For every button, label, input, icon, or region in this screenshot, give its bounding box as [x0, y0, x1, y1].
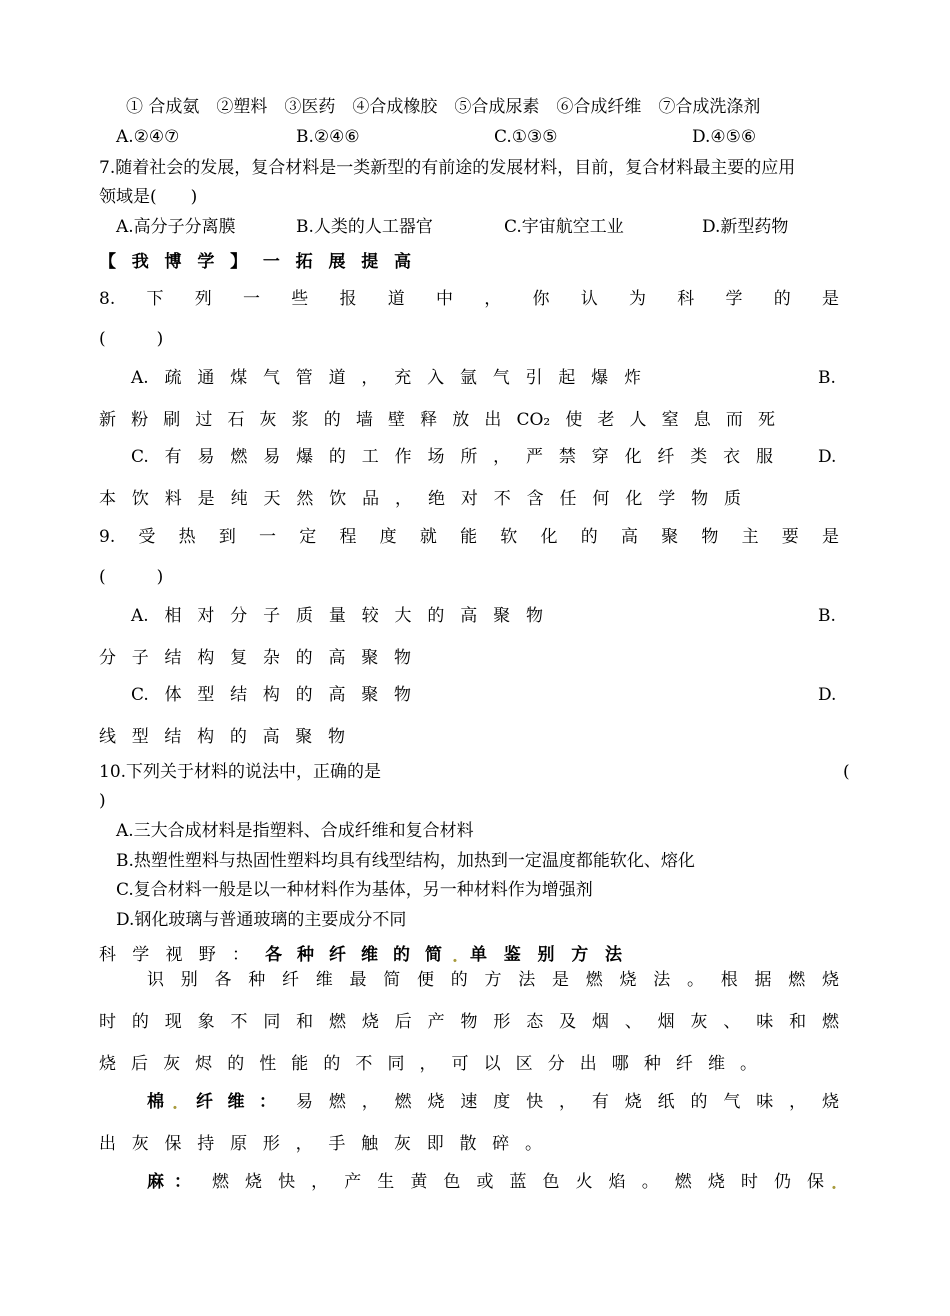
- q10-option-b: B.热塑性塑料与热固性塑料均具有线型结构，加热到一定温度都能软化、熔化: [116, 851, 695, 871]
- q6-option-b: B.②④⑥: [296, 127, 360, 147]
- q10-stem: 10.下列关于材料的说法中，正确的是: [99, 762, 382, 782]
- q7-stem-line1: 7.随着社会的发展，复合材料是一类新型的有前途的发展材料，目前，复合材料最主要的应用: [99, 158, 796, 178]
- hemp-dot: .: [831, 1174, 837, 1194]
- q8-option-c: C.有易燃易爆的工作场所，严禁穿化纤类衣服: [131, 447, 773, 467]
- q9-option-d-label: D.: [818, 685, 837, 705]
- q9-option-a: A.相对分子质量较大的高聚物: [131, 606, 543, 626]
- science-label: 科学视野：: [99, 945, 249, 965]
- section-heading: 【我博学】一拓展提高: [99, 252, 411, 272]
- q6-option-c: C.①③⑤: [494, 127, 558, 147]
- q6-option-a: A.②④⑦: [116, 127, 180, 147]
- q10-option-a: A.三大合成材料是指塑料、合成纤维和复合材料: [116, 821, 474, 841]
- q9-option-b-label: B.: [818, 606, 836, 626]
- q7-option-d: D.新型药物: [702, 217, 789, 237]
- q7-option-c: C.宇宙航空工业: [504, 217, 624, 237]
- cotton-label-b: 纤维：: [196, 1092, 276, 1112]
- science-title-part1: 各种纤维的简: [265, 945, 442, 965]
- q8-option-a: A.疏通煤气管道，充入氩气引起爆炸: [131, 368, 641, 388]
- q9-stem: 9.受热到一定程度就能软化的高聚物主要是: [99, 527, 839, 547]
- q10-paren-close: ): [99, 791, 106, 811]
- q10-option-c: C.复合材料一般是以一种材料作为基体，另一种材料作为增强剂: [116, 880, 593, 900]
- hemp-label: 麻：: [147, 1172, 191, 1192]
- hemp-text: 燃烧快，产生黄色或蓝色火焰。燃烧时仍保: [212, 1172, 824, 1192]
- science-title-dot: .: [452, 947, 458, 967]
- cotton-label-dot: .: [172, 1094, 178, 1114]
- q9-option-d-text: 线型结构的高聚物: [99, 727, 345, 747]
- q8-paren: ( ): [99, 329, 164, 349]
- science-paragraph-line1: 识别各种纤维最简便的方法是燃烧法。根据燃烧: [147, 970, 839, 990]
- q9-option-c: C.体型结构的高聚物: [131, 685, 411, 705]
- q8-option-d-label: D.: [818, 447, 837, 467]
- q6-items: ① 合成氨 ②塑料 ③医药 ④合成橡胶 ⑤合成尿素 ⑥合成纤维 ⑦合成洗涤剂: [126, 97, 761, 117]
- cotton-text-line2: 出灰保持原形，手触灰即散碎。: [99, 1134, 542, 1154]
- q7-option-a: A.高分子分离膜: [116, 217, 236, 237]
- cotton-text: 易燃，燃烧速度快，有烧纸的气味，烧: [296, 1092, 839, 1112]
- q8-option-b-label: B.: [818, 368, 836, 388]
- q8-option-b-text: 新粉刷过石灰浆的墙壁释放出CO₂使老人窒息而死: [99, 410, 775, 430]
- science-title-part2: 单鉴别方法: [470, 945, 622, 965]
- science-paragraph-line2: 时的现象不同和燃烧后产物形态及烟、烟灰、味和燃: [99, 1012, 839, 1032]
- q10-paren-open: (: [843, 762, 850, 782]
- science-paragraph-line3: 烧后灰烬的性能的不同，可以区分出哪种纤维。: [99, 1054, 757, 1074]
- q6-option-d: D.④⑤⑥: [692, 127, 757, 147]
- q7-option-b: B.人类的人工器官: [296, 217, 433, 237]
- q7-stem-line2: 领域是( ): [99, 187, 198, 207]
- q8-stem: 8.下列一些报道中，你认为科学的是: [99, 289, 839, 309]
- q9-option-b-text: 分子结构复杂的高聚物: [99, 648, 411, 668]
- q10-option-d: D.钢化玻璃与普通玻璃的主要成分不同: [116, 910, 407, 930]
- cotton-label-a: 棉: [147, 1092, 164, 1112]
- q8-option-d-text: 本饮料是纯天然饮品，绝对不含任何化学物质: [99, 489, 741, 509]
- q9-paren: ( ): [99, 567, 164, 587]
